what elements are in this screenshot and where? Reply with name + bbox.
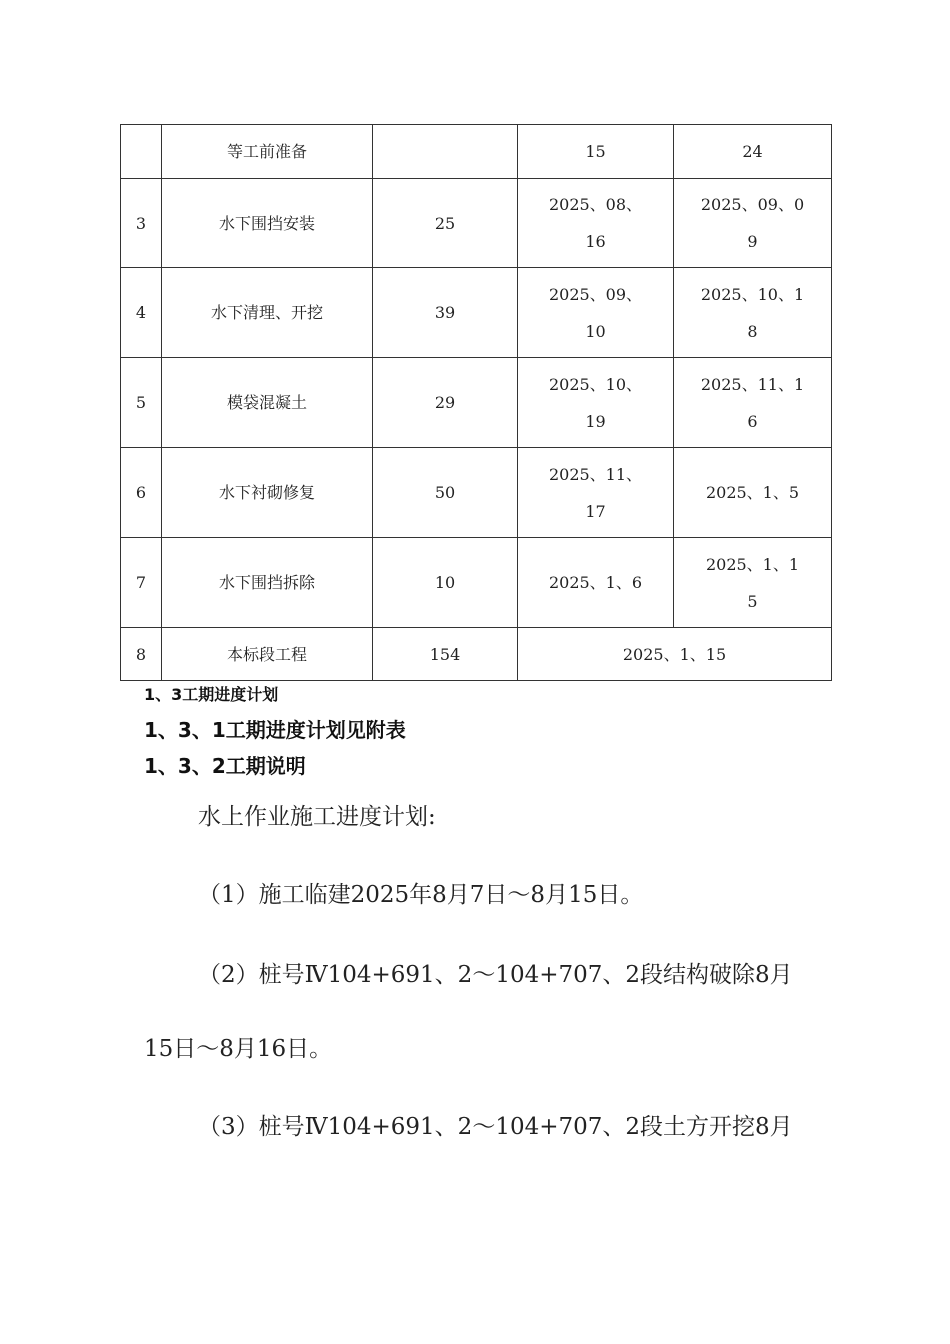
task-end: 2025、1、5 — [674, 448, 832, 538]
schedule-table — [120, 124, 832, 681]
subsection-heading: 1、3、2工期说明 — [144, 754, 306, 778]
row-index: 5 — [121, 358, 162, 448]
row-index: 4 — [121, 268, 162, 358]
paragraph: （3）桩号Ⅳ104+691、2～104+707、2段土方开挖8月 — [198, 1114, 793, 1140]
task-name: 水下衬砌修复 — [162, 448, 373, 538]
task-start — [518, 448, 674, 538]
table-row — [121, 268, 832, 358]
row-index: 7 — [121, 538, 162, 628]
paragraph: 水上作业施工进度计划: — [198, 804, 436, 830]
task-start — [518, 358, 674, 448]
task-end — [674, 358, 832, 448]
task-name: 本标段工程 — [162, 628, 373, 681]
table-row — [121, 448, 832, 538]
task-start — [518, 179, 674, 268]
start-date-text: 2025、08、16 — [548, 195, 643, 251]
table-row — [121, 628, 832, 681]
task-span-date: 2025、1、15 — [518, 628, 832, 681]
row-index: 6 — [121, 448, 162, 538]
paragraph: （1）施工临建2025年8月7日～8月15日。 — [198, 882, 644, 908]
row-index — [121, 125, 162, 179]
task-name: 等工前准备 — [162, 125, 373, 179]
table-row — [121, 358, 832, 448]
task-start — [518, 268, 674, 358]
table-row — [121, 125, 832, 179]
paragraph: （2）桩号Ⅳ104+691、2～104+707、2段结构破除8月 — [198, 962, 793, 988]
table-row — [121, 179, 832, 268]
end-date-text: 2025、11、16 — [700, 374, 805, 431]
task-start: 15 — [518, 125, 674, 179]
task-days — [373, 125, 518, 179]
task-days: 39 — [373, 268, 518, 358]
task-end — [674, 268, 832, 358]
task-days: 29 — [373, 358, 518, 448]
row-index: 8 — [121, 628, 162, 681]
paragraph: 15日～8月16日。 — [144, 1036, 333, 1062]
subsection-heading: 1、3、1工期进度计划见附表 — [144, 718, 406, 742]
task-days: 154 — [373, 628, 518, 681]
task-name: 水下围挡安装 — [162, 179, 373, 268]
start-date-text: 2025、09、10 — [548, 284, 643, 341]
end-date-text: 2025、1、15 — [705, 554, 800, 611]
task-start: 2025、1、6 — [518, 538, 674, 628]
end-date-text: 2025、10、18 — [700, 284, 805, 341]
task-name: 模袋混凝土 — [162, 358, 373, 448]
row-index: 3 — [121, 179, 162, 268]
task-days: 10 — [373, 538, 518, 628]
start-date-text: 2025、10、19 — [548, 374, 643, 431]
start-date-text: 2025、11、17 — [548, 464, 643, 521]
section-heading: 1、3工期进度计划 — [144, 685, 279, 704]
task-name: 水下清理、开挖 — [162, 268, 373, 358]
task-end: 24 — [674, 125, 832, 179]
task-name: 水下围挡拆除 — [162, 538, 373, 628]
table-row — [121, 538, 832, 628]
task-days: 50 — [373, 448, 518, 538]
end-date-text: 2025、09、09 — [700, 195, 805, 251]
task-days: 25 — [373, 179, 518, 268]
task-end — [674, 538, 832, 628]
task-end — [674, 179, 832, 268]
